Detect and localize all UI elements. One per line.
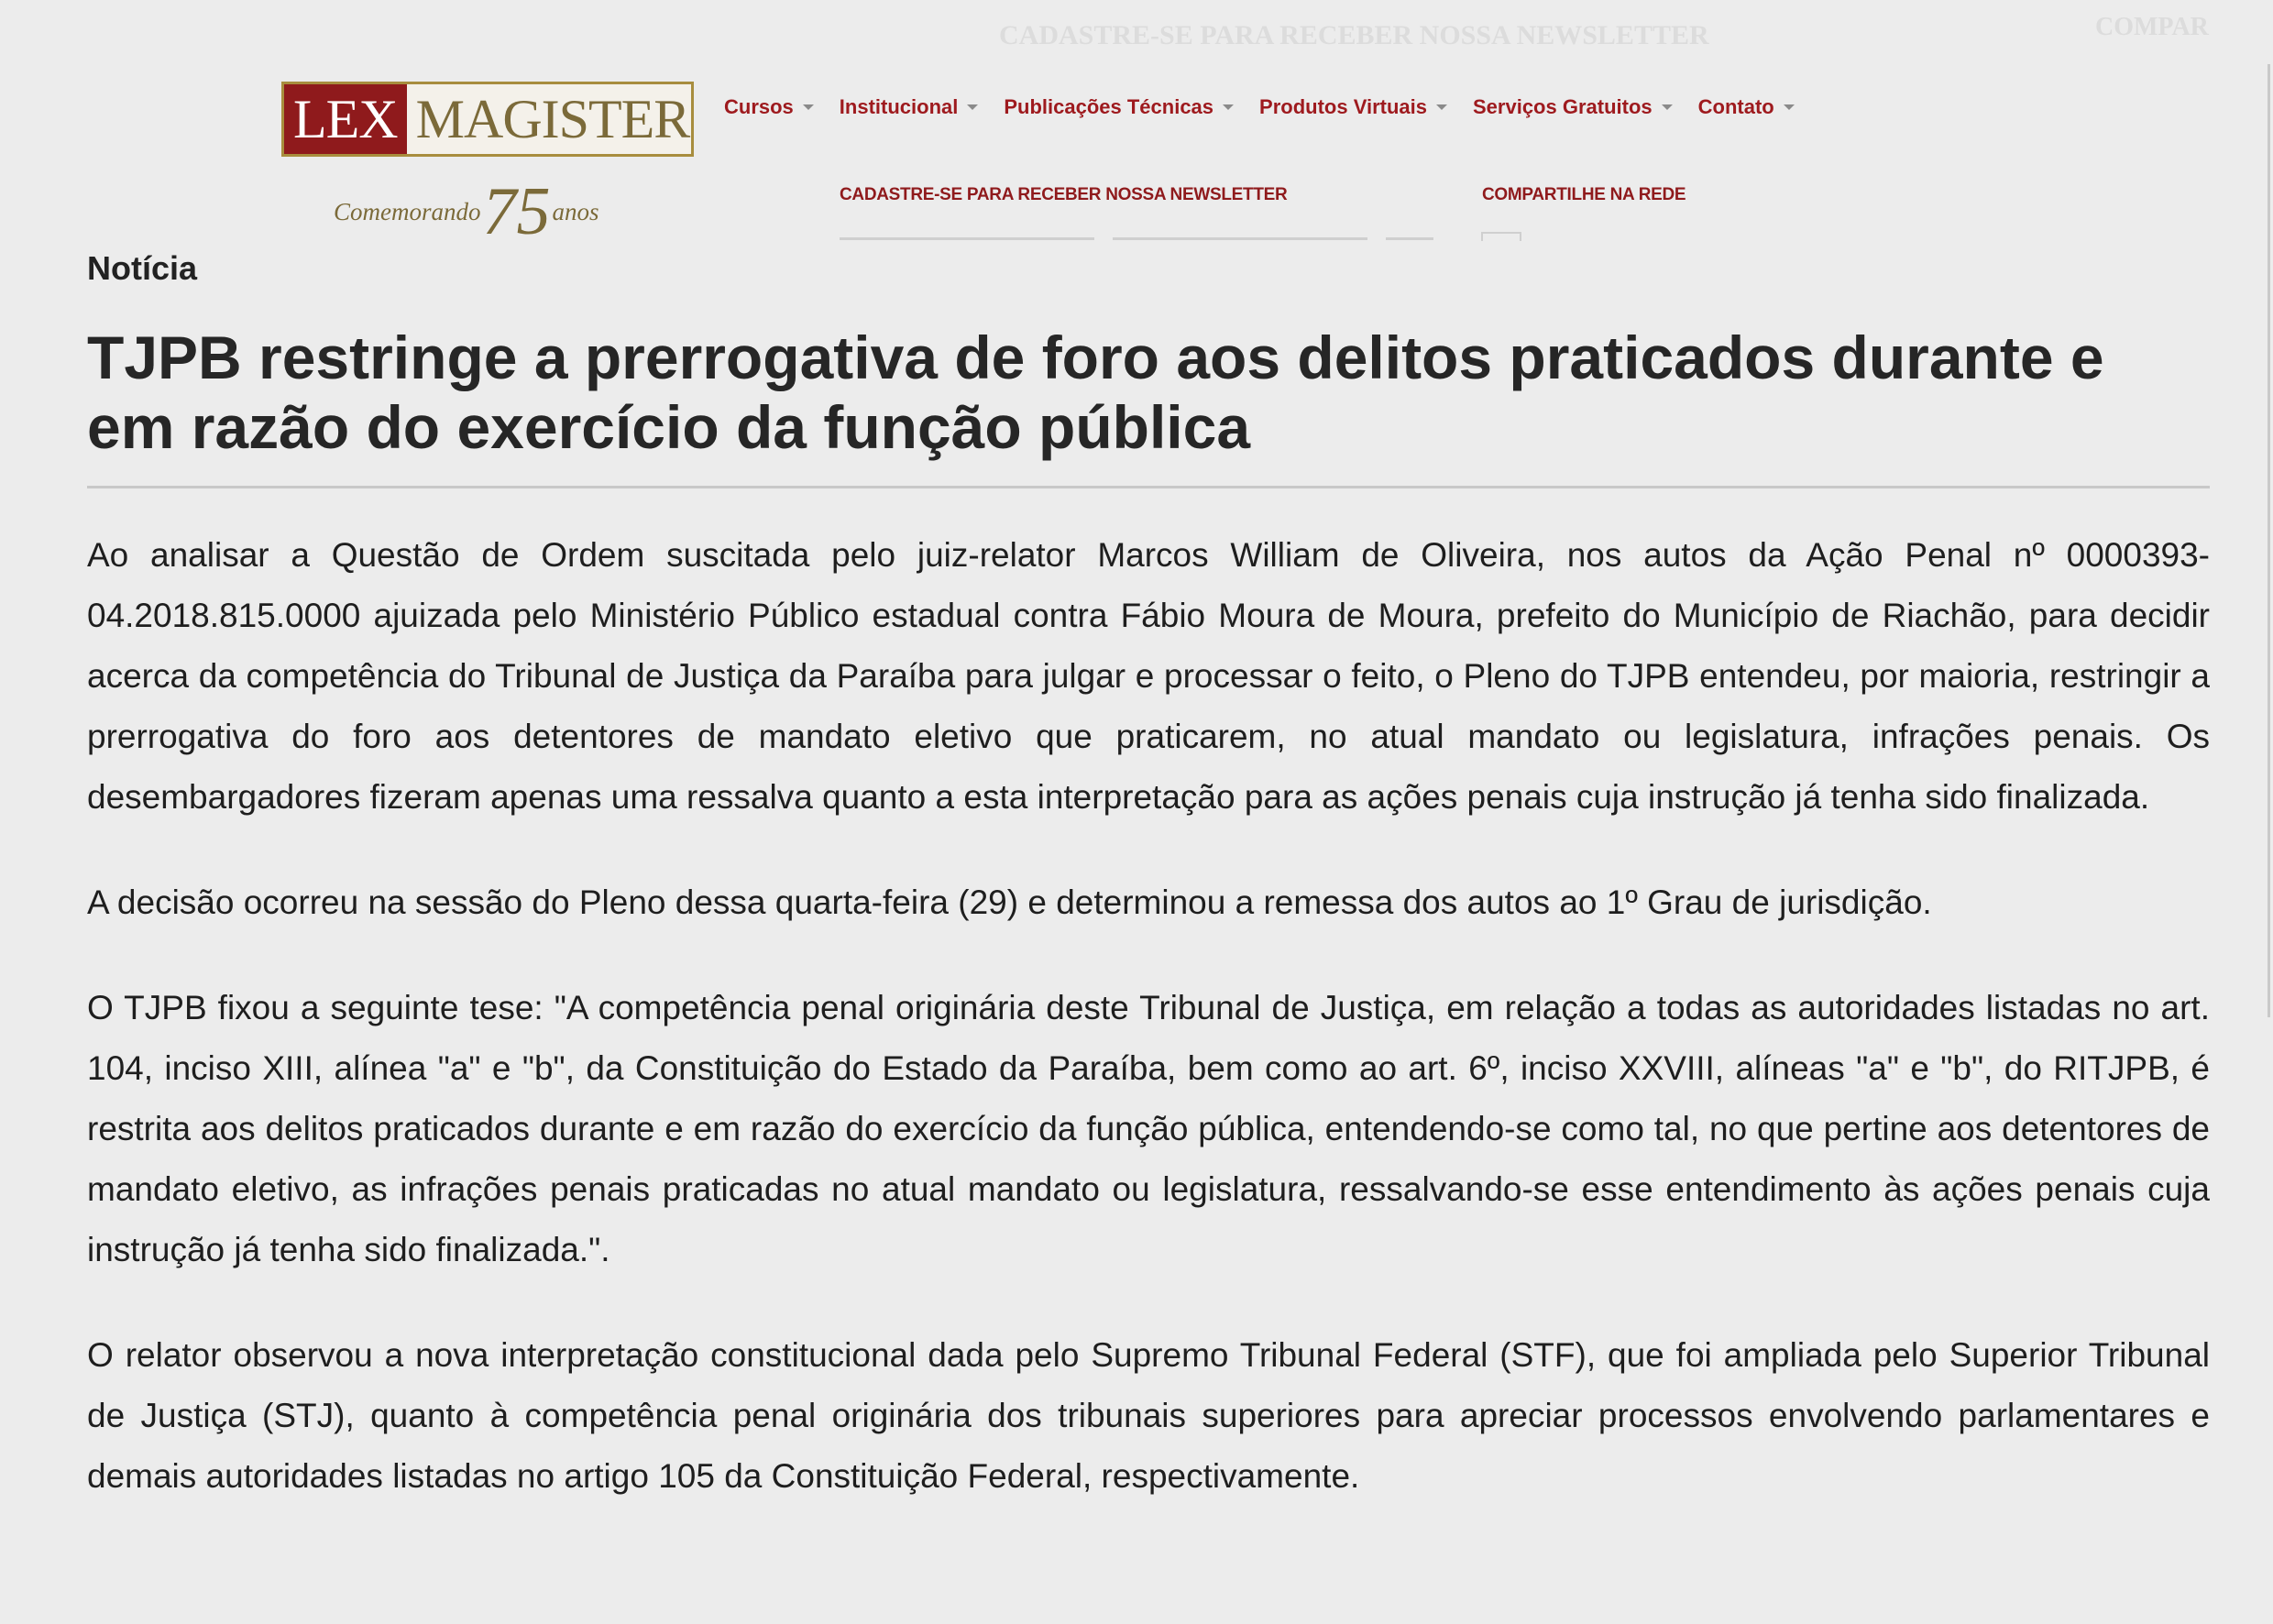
nav-item-contato[interactable] [1698, 95, 1795, 119]
share-label: COMPARTILHE NA REDE [1482, 185, 1686, 204]
scrollbar-track[interactable] [2268, 64, 2270, 1017]
chevron-down-icon [803, 104, 814, 110]
chevron-down-icon [1784, 104, 1795, 110]
newsletter-name-input[interactable] [840, 237, 1094, 240]
anniversary-prefix: Comemorando [334, 197, 481, 225]
ghost-newsletter-text: CADASTRE-SE PARA RECEBER NOSSA NEWSLETTER [999, 20, 1709, 50]
nav-item-label: Contato [1697, 95, 1774, 118]
nav-item-servicos-gratuitos[interactable] [1473, 95, 1673, 119]
lex-magister-logo[interactable] [281, 82, 694, 157]
title-divider [87, 486, 2210, 488]
nav-item-label: Serviços Gratuitos [1473, 95, 1653, 118]
anniversary-number: 75 [482, 174, 551, 249]
nav-item-publicacoes-tecnicas[interactable] [1004, 95, 1234, 119]
newsletter-submit-button[interactable] [1386, 237, 1433, 240]
article-title: TJPB restringe a prerrogativa de foro aos delitos praticados durante e em razão do exercício da função pública [87, 324, 2104, 461]
nav-item-produtos-virtuais[interactable] [1259, 95, 1447, 119]
chevron-down-icon [1662, 104, 1673, 110]
article-paragraph: O relator observou a nova interpretação constitucional dada pelo Supremo Tribunal Federal (STF), que foi ampliada pelo Superior Tribunal de Justiça (STJ), quanto à competência penal originária dos tribunais superiores para apreciar processos envolvendo parlamentares e demais autoridades listadas no artigo 105 da Constituição Federal, respectivamente. [87, 1336, 2210, 1495]
newsletter-email-input[interactable] [1113, 237, 1367, 240]
chevron-down-icon [967, 104, 978, 110]
chevron-down-icon [1436, 104, 1447, 110]
article-kicker: Notícia [87, 249, 198, 287]
share-icon[interactable] [1481, 232, 1521, 241]
nav-item-label: Publicações Técnicas [1004, 95, 1214, 118]
nav-item-cursos[interactable] [724, 95, 814, 119]
newsletter-label: CADASTRE-SE PARA RECEBER NOSSA NEWSLETTER [840, 185, 1288, 204]
nav-item-label: Institucional [839, 95, 959, 118]
article-paragraph: Ao analisar a Questão de Ordem suscitada pelo juiz-relator Marcos William de Oliveira, nos autos da Ação Penal nº 0000393-04.2018.815.0000 ajuizada pelo Ministério Público estadual contra Fábio Moura de Moura, prefeito do Município de Riachão, para decidir acerca da competência do Tribunal de Justiça da Paraíba para julgar e processar o feito, o Pleno do TJPB entendeu, por maioria, restringir a prerrogativa do foro aos detentores de mandato eletivo que praticarem, no atual mandato ou legislatura, infrações penais. Os desembargadores fizeram apenas uma ressalva quanto a esta interpretação para as ações penais cuja instrução já tenha sido finalizada. [87, 536, 2210, 816]
ghost-share-text: COMPAR [2095, 13, 2209, 41]
main-nav [724, 95, 1795, 119]
nav-item-institucional[interactable] [840, 95, 979, 119]
logo-lex-text: LEX [284, 84, 407, 154]
nav-item-label: Produtos Virtuais [1259, 95, 1427, 118]
logo-magister-text: MAGISTER [415, 89, 690, 149]
article-paragraph: O TJPB fixou a seguinte tese: "A competência penal originária deste Tribunal de Justiça, em relação a todas as autoridades listadas no art. 104, inciso XIII, alínea "a" e "b", da Constituição do Estado da Paraíba, bem como ao art. 6º, inciso XXVIII, alíneas "a" e "b", do RITJPB, é restrita aos delitos praticados durante e em razão do exercício da função pública, entendendo-se como tal, no que pertine aos detentores de mandato eletivo, as infrações penais praticadas no atual mandato ou legislatura, ressalvando-se esse entendimento às ações penais cuja instrução já tenha sido finalizada.". [87, 989, 2210, 1268]
anniversary-badge [334, 174, 599, 249]
nav-item-label: Cursos [724, 95, 794, 118]
ghost-header-strip [0, 0, 2273, 73]
article-paragraph: A decisão ocorreu na sessão do Pleno dessa quarta-feira (29) e determinou a remessa dos autos ao 1º Grau de jurisdição. [87, 883, 1932, 921]
chevron-down-icon [1223, 104, 1234, 110]
anniversary-suffix: anos [552, 197, 599, 225]
article-body [87, 525, 2210, 1552]
